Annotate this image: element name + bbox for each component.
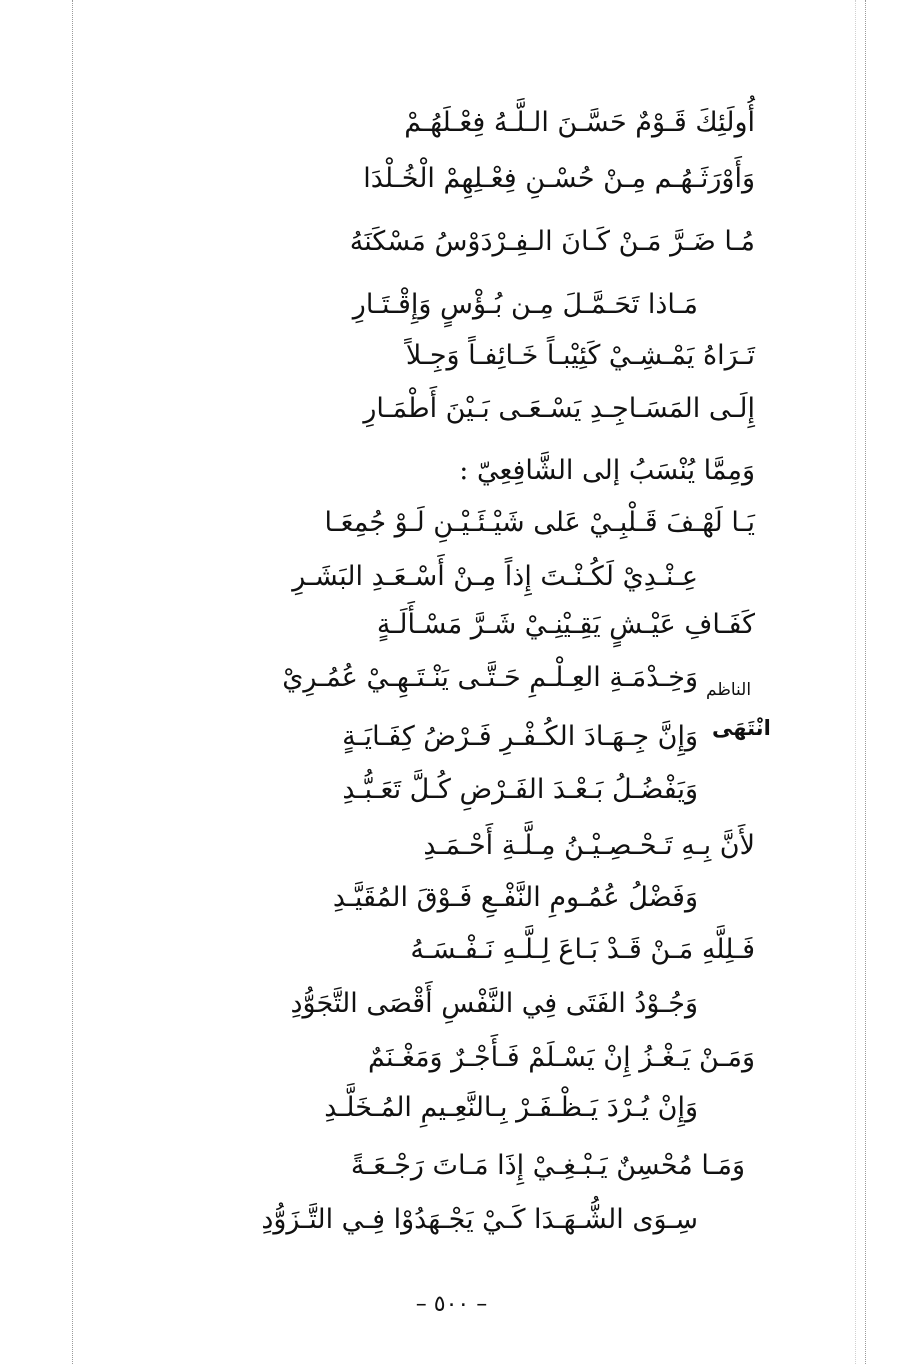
margin-note-intaha: انْتَهَى bbox=[712, 716, 771, 740]
verse-line: لأَنَّ بِـهِ تَـحْـصِـيْـنُ مِـلَّـةِ أَحْـمَـدِ bbox=[423, 830, 755, 861]
verse-line: كَفَـافِ عَيْـشٍ يَقِـيْنِـيْ شَـرَّ مَسْـأَلَـةٍ bbox=[376, 609, 755, 640]
section-heading: وَمِمَّا يُنْسَبُ إلى الشَّافِعِيّ : bbox=[459, 455, 755, 486]
page-number: – ٥٠٠ – bbox=[415, 1292, 488, 1317]
verse-line: وَإِنَّ جِـهَـادَ الكُـفْـرِ فَـرْضُ كِفَـايَـةٍ bbox=[342, 721, 698, 752]
verse-line: مُـا ضَـرَّ مَـنْ كَـانَ الـفِـرْدَوْسُ مَسْكَنَهُ bbox=[349, 226, 755, 257]
verse-line: أُولَئِكَ قَـوْمٌ حَسَّـنَ الـلَّـهُ فِعْـلَهُـمْ bbox=[404, 107, 755, 138]
verse-line: وَإِنْ يُـرْدَ يَـظْـفَـرْ بِـالنَّعِـيمِ المُـخَلَّـدِ bbox=[324, 1092, 698, 1123]
left-margin-guide bbox=[72, 0, 73, 1364]
margin-note-nazim: الناظم bbox=[706, 680, 752, 700]
verse-line: يَـا لَهْـفَ قَـلْبِـيْ عَلى شَيْـئَـيْـنِ لَـوْ جُمِعَـا bbox=[324, 507, 755, 538]
verse-line: سِـوَى الشُّـهَـدَا كَـيْ يَجْـهَدُوْا فِـي التَّـزَوُّدِ bbox=[261, 1204, 698, 1235]
verse-line: وَيَفْضُـلُ بَـعْـدَ الفَـرْضِ كُـلَّ تَعَـبُّـدِ bbox=[342, 774, 698, 805]
verse-line: عِـنْـدِيْ لَكُـنْـتَ إِذاً مِـنْ أَسْـعَـدِ البَشَـرِ bbox=[292, 561, 698, 592]
right-margin-guide bbox=[865, 0, 866, 1364]
verse-line: إِلَـى المَسَـاجِـدِ يَسْـعَـى بَـيْنَ أَطْمَـارِ bbox=[363, 393, 755, 424]
right-margin-guide-inner bbox=[855, 0, 856, 1364]
verse-line: وَأَوْرَثَـهُـم مِـنْ حُسْـنِ فِعْـلِهِمْ الْخُـلْدَا bbox=[363, 163, 755, 194]
verse-line: وَفَضْلُ عُمُـومِ النَّفْـعِ فَـوْقَ المُقَيَّـدِ bbox=[332, 882, 698, 913]
verse-line: تَـرَاهُ يَمْـشِـيْ كَئِيْبـاً خَـائِفـاً وَجِـلاً bbox=[405, 340, 755, 371]
verse-line: مَـاذا تَحَـمَّـلَ مِـن بُـؤْسٍ وَإِقْـتَـارِ bbox=[352, 289, 698, 320]
verse-line: وَخِـدْمَـةِ العِـلْـمِ حَـتَّـى يَنْـتَـهِـيْ عُمُـرِيْ bbox=[282, 662, 698, 693]
verse-line: فَـلِلَّهِ مَـنْ قَـدْ بَـاعَ لِـلَّـهِ نَـفْـسَـهُ bbox=[410, 934, 755, 965]
verse-line: وَمَـنْ يَـغْـزُ إِنْ يَسْـلَمْ فَـأَجْـرٌ وَمَغْـنَمٌ bbox=[368, 1042, 755, 1073]
verse-line: وَجُـوْدُ الفَتَى فِي النَّفْسِ أَقْصَى التَّجَوُّدِ bbox=[290, 988, 698, 1019]
verse-line: وَمَـا مُحْسِنٌ يَـبْـغِـيْ إِذَا مَـاتَ رَجْـعَـةً bbox=[350, 1150, 745, 1181]
